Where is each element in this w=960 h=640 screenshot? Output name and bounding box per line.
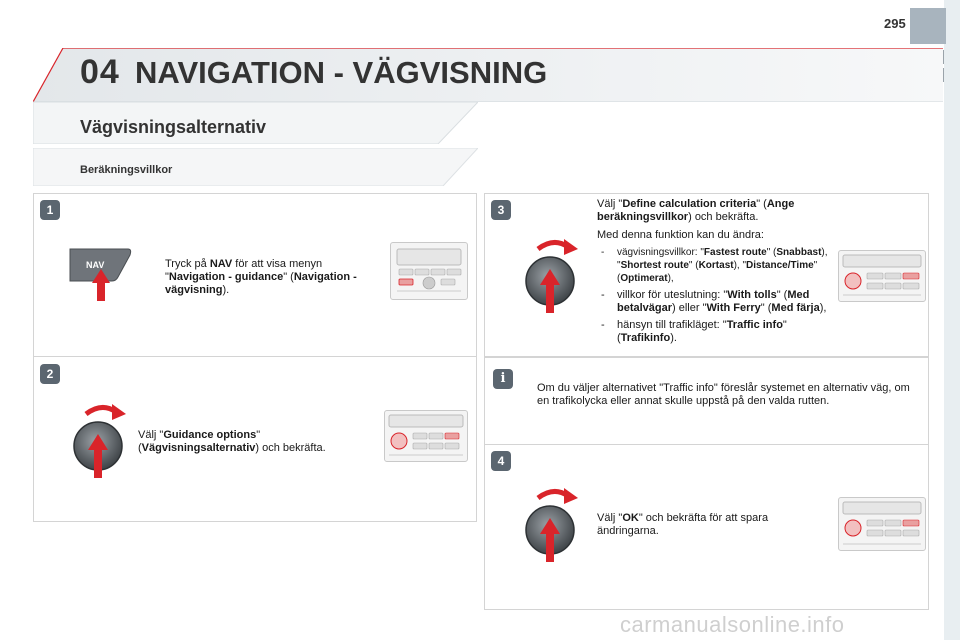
radio-panel-illustration	[390, 242, 468, 300]
step-3-text-part: " (	[756, 198, 767, 210]
bullet-text: hänsyn till trafikläget: "	[617, 319, 727, 331]
step-3-text	[597, 198, 832, 349]
nav-keyword: NAV	[209, 258, 233, 270]
bullet-text: " (	[617, 319, 787, 344]
option-traffic-info: Traffic info	[726, 319, 783, 331]
step-3-badge: 3	[491, 200, 511, 220]
watermark: carmanualsonline.info	[620, 612, 845, 637]
step-4-badge: 4	[491, 451, 511, 471]
option-distance-time: Distance/Time	[746, 260, 814, 271]
step-1-text-part: Tryck på	[165, 258, 210, 270]
step-2-text-part: Välj "	[138, 429, 164, 441]
bullet-text: ), "	[733, 260, 747, 271]
radio-panel-illustration	[838, 250, 926, 302]
option-ferry: With Ferry	[706, 302, 761, 314]
step-2-badge: 2	[40, 364, 60, 384]
bullet-text: ), "	[617, 247, 828, 271]
bullet-text: " (	[617, 260, 818, 284]
radio-panel-illustration	[384, 410, 468, 462]
info-text: Om du väljer alternativet "Traffic info" föreslår systemet en alternativ väg, om en trafikolycka eller annat skulle uppstå på den valda rutten.	[537, 382, 910, 407]
bullet-text: " (	[766, 247, 777, 258]
radio-panel-illustration	[838, 497, 926, 551]
bullet-text: ) eller "	[672, 302, 707, 314]
option-name-translation: Ange beräkningsvillkor	[597, 198, 795, 223]
option-tolls-sv: Med betalvägar	[617, 289, 810, 314]
menu-name-translation: Navigation - vägvisning	[165, 271, 357, 296]
option-tolls: With tolls	[727, 289, 777, 301]
step-4-text-part: " och bekräfta för att spara ändringarna.	[597, 512, 769, 537]
page-number: 295	[884, 16, 906, 31]
bullet-text: " (	[760, 302, 772, 314]
step-3-text-part: ) och bekräfta.	[688, 211, 759, 223]
step-1-text-part: ).	[222, 284, 230, 296]
bullet-text: ),	[819, 302, 827, 314]
step-3-change-intro: Med denna funktion kan du ändra:	[597, 229, 764, 241]
bullet-text: vägvisningsvillkor: "	[617, 247, 704, 258]
bullet-text: " (	[776, 289, 788, 301]
option-name: Define calculation criteria	[622, 198, 757, 210]
step-3-text-part: Välj "	[597, 198, 623, 210]
option-name: Guidance options	[163, 429, 257, 441]
bullet-text: ),	[667, 273, 674, 284]
step-1-badge: 1	[40, 200, 60, 220]
ok-keyword: OK	[622, 512, 639, 524]
menu-name: Navigation - guidance	[168, 271, 284, 283]
option-shortest-sv: Kortast	[698, 260, 734, 271]
step-1-text-part: för att visa menyn "	[165, 258, 323, 283]
bullet-text: " (	[688, 260, 699, 271]
step-1-text	[165, 258, 370, 297]
step-2-text-part: ) och bekräfta.	[255, 442, 326, 454]
page-edge-bar	[944, 0, 960, 640]
info-icon: i	[493, 369, 513, 389]
corner-tab	[910, 8, 946, 44]
bullet-text: ).	[670, 332, 677, 344]
step-4-text-part: Välj "	[597, 512, 623, 524]
rotary-knob-illustration	[520, 484, 584, 568]
rotary-knob-illustration	[520, 235, 584, 319]
step-4-text	[597, 512, 812, 538]
chapter-title: NAVIGATION - VÄGVISNING	[135, 55, 548, 90]
criteria-bullet-exclusion	[597, 289, 832, 315]
option-traffic-info-sv: Trafikinfo	[620, 332, 671, 344]
nav-button-label: NAV	[86, 260, 105, 270]
step-2-text	[138, 429, 368, 455]
option-fastest: Fastest route	[703, 247, 767, 258]
rotary-knob-illustration	[68, 400, 132, 484]
criteria-bullet-traffic	[597, 319, 832, 345]
step-1-text-part: " (	[283, 271, 294, 283]
step-3-instruction	[597, 198, 832, 224]
criteria-bullet-route	[597, 246, 832, 285]
bullet-text: villkor för uteslutning: "	[617, 289, 728, 301]
option-fastest-sv: Snabbast	[776, 247, 822, 258]
option-name-translation: Vägvisningsalternativ	[141, 442, 256, 454]
chapter-number: 04	[80, 53, 120, 91]
section-title: Vägvisningsalternativ	[80, 117, 267, 137]
option-distance-time-sv: Optimerat	[620, 273, 668, 284]
nav-button-illustration	[66, 243, 136, 305]
subtitle: Beräkningsvillkor	[80, 164, 173, 176]
step-2-text-part: " (	[138, 429, 261, 454]
option-ferry-sv: Med färja	[771, 302, 820, 314]
option-shortest: Shortest route	[620, 260, 689, 271]
